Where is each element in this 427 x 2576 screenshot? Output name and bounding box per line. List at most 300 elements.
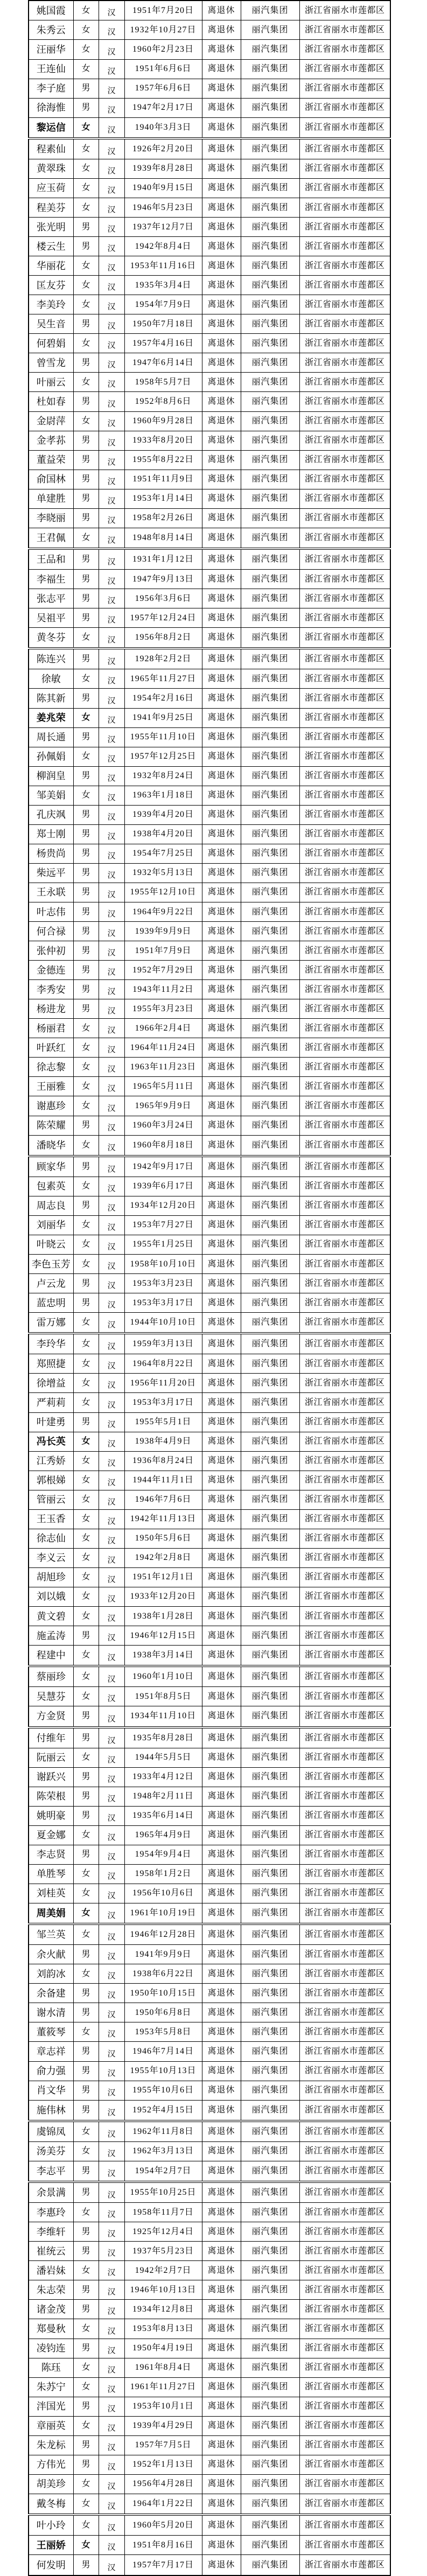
cell-birth-date: 1957年4月16日 xyxy=(124,334,202,353)
table-row xyxy=(29,159,390,178)
cell-ethnicity: 汉 xyxy=(99,2161,124,2182)
table-row xyxy=(29,2377,390,2397)
cell-name: 刘韵冰 xyxy=(29,1964,73,1984)
cell-status: 离退休 xyxy=(202,1984,241,2003)
cell-company: 丽汽集团 xyxy=(241,2141,299,2161)
cell-gender: 女 xyxy=(73,1096,99,1116)
cell-status: 离退休 xyxy=(202,1196,241,1215)
table-row xyxy=(29,314,390,334)
cell-birth-date: 1946年10月13日 xyxy=(124,2280,202,2300)
table-row xyxy=(29,353,390,373)
cell-name: 杨贵尚 xyxy=(29,844,73,863)
cell-company: 丽汽集团 xyxy=(241,198,299,217)
cell-birth-date: 1963年1月18日 xyxy=(124,786,202,805)
cell-birth-date: 1962年11月8日 xyxy=(124,2121,202,2142)
cell-region: 浙江省丽水市莲都区 xyxy=(299,1471,390,1490)
cell-region: 浙江省丽水市莲都区 xyxy=(299,431,390,450)
cell-region: 浙江省丽水市莲都区 xyxy=(299,1606,390,1626)
cell-birth-date: 1937年12月7日 xyxy=(124,218,202,237)
cell-status: 离退休 xyxy=(202,922,241,941)
cell-name: 李秀安 xyxy=(29,980,73,999)
table-row xyxy=(29,689,390,708)
cell-company: 丽汽集团 xyxy=(241,727,299,747)
cell-birth-date: 1944年10月10日 xyxy=(124,1313,202,1334)
cell-birth-date: 1959年3月13日 xyxy=(124,1333,202,1354)
table-row xyxy=(29,2339,390,2358)
cell-birth-date: 1950年7月18日 xyxy=(124,314,202,334)
cell-gender: 男 xyxy=(73,450,99,470)
cell-company: 丽汽集团 xyxy=(241,2435,299,2455)
cell-name: 金德连 xyxy=(29,961,73,980)
cell-gender: 男 xyxy=(73,863,99,883)
cell-birth-date: 1957年7月17日 xyxy=(124,2555,202,2575)
cell-birth-date: 1946年12月28日 xyxy=(124,1924,202,1945)
cell-gender: 男 xyxy=(73,2161,99,2182)
cell-company: 丽汽集团 xyxy=(241,470,299,489)
cell-gender: 女 xyxy=(73,1903,99,1924)
cell-birth-date: 1946年7月14日 xyxy=(124,2042,202,2061)
cell-status: 离退休 xyxy=(202,1806,241,1825)
cell-birth-date: 1955年3月23日 xyxy=(124,999,202,1019)
cell-name: 叶跃红 xyxy=(29,1038,73,1058)
cell-gender: 男 xyxy=(73,1156,99,1177)
cell-birth-date: 1956年11月20日 xyxy=(124,1374,202,1393)
cell-name: 单胜琴 xyxy=(29,1864,73,1884)
table-row xyxy=(29,98,390,117)
cell-status: 离退休 xyxy=(202,1374,241,1393)
cell-region: 浙江省丽水市莲都区 xyxy=(299,1451,390,1471)
cell-gender: 女 xyxy=(73,628,99,649)
table-row xyxy=(29,2515,390,2536)
cell-region: 浙江省丽水市莲都区 xyxy=(299,1038,390,1058)
cell-ethnicity: 汉 xyxy=(99,98,124,117)
cell-name: 雷万娜 xyxy=(29,1313,73,1334)
cell-ethnicity: 汉 xyxy=(99,1548,124,1567)
table-row xyxy=(29,1274,390,1293)
cell-company: 丽汽集团 xyxy=(241,1374,299,1393)
cell-region: 浙江省丽水市莲都区 xyxy=(299,1825,390,1845)
table-row xyxy=(29,2397,390,2416)
cell-status: 离退休 xyxy=(202,1924,241,1945)
cell-region: 浙江省丽水市莲都区 xyxy=(299,2358,390,2377)
cell-ethnicity: 汉 xyxy=(99,256,124,276)
cell-ethnicity: 汉 xyxy=(99,1903,124,1924)
cell-birth-date: 1933年8月20日 xyxy=(124,431,202,450)
cell-company: 丽汽集团 xyxy=(241,1606,299,1626)
table-row xyxy=(29,2161,390,2182)
cell-gender: 女 xyxy=(73,1,99,20)
table-row xyxy=(29,1787,390,1806)
cell-company: 丽汽集团 xyxy=(241,1984,299,2003)
cell-ethnicity: 汉 xyxy=(99,2555,124,2575)
cell-ethnicity: 汉 xyxy=(99,1884,124,1903)
cell-birth-date: 1939年4月20日 xyxy=(124,805,202,824)
cell-region: 浙江省丽水市莲都区 xyxy=(299,470,390,489)
cell-name: 李玲华 xyxy=(29,1333,73,1354)
cell-region: 浙江省丽水市莲都区 xyxy=(299,79,390,98)
cell-birth-date: 1956年4月28日 xyxy=(124,2474,202,2494)
table-row xyxy=(29,528,390,549)
cell-region: 浙江省丽水市莲都区 xyxy=(299,786,390,805)
cell-region: 浙江省丽水市莲都区 xyxy=(299,1333,390,1354)
cell-company: 丽汽集团 xyxy=(241,489,299,508)
cell-status: 离退休 xyxy=(202,2161,241,2182)
cell-birth-date: 1953年11月16日 xyxy=(124,256,202,276)
cell-birth-date: 1942年2月8日 xyxy=(124,1548,202,1567)
table-row xyxy=(29,1393,390,1412)
table-row xyxy=(29,1548,390,1567)
cell-ethnicity: 汉 xyxy=(99,941,124,961)
cell-birth-date: 1956年8月2日 xyxy=(124,628,202,649)
cell-region: 浙江省丽水市莲都区 xyxy=(299,2300,390,2319)
cell-region: 浙江省丽水市莲都区 xyxy=(299,1412,390,1432)
cell-company: 丽汽集团 xyxy=(241,628,299,649)
table-row xyxy=(29,1038,390,1058)
cell-gender: 男 xyxy=(73,2100,99,2121)
cell-gender: 女 xyxy=(73,1646,99,1667)
cell-region: 浙江省丽水市莲都区 xyxy=(299,2100,390,2121)
cell-company: 丽汽集团 xyxy=(241,2203,299,2222)
cell-company: 丽汽集团 xyxy=(241,98,299,117)
cell-company: 丽汽集团 xyxy=(241,883,299,902)
cell-status: 离退休 xyxy=(202,334,241,353)
cell-ethnicity: 汉 xyxy=(99,1964,124,1984)
cell-name: 吴慧芬 xyxy=(29,1687,73,1706)
cell-region: 浙江省丽水市莲都区 xyxy=(299,1864,390,1884)
cell-region: 浙江省丽水市莲都区 xyxy=(299,2003,390,2022)
cell-region: 浙江省丽水市莲都区 xyxy=(299,218,390,237)
cell-birth-date: 1965年9月9日 xyxy=(124,1096,202,1116)
cell-region: 浙江省丽水市莲都区 xyxy=(299,1156,390,1177)
cell-company: 丽汽集团 xyxy=(241,373,299,392)
cell-company: 丽汽集团 xyxy=(241,863,299,883)
cell-status: 离退休 xyxy=(202,59,241,79)
cell-status: 离退休 xyxy=(202,508,241,528)
cell-gender: 女 xyxy=(73,40,99,59)
cell-birth-date: 1955年1月25日 xyxy=(124,1235,202,1254)
table-row xyxy=(29,1529,390,1548)
cell-company: 丽汽集团 xyxy=(241,1687,299,1706)
cell-ethnicity: 汉 xyxy=(99,1864,124,1884)
cell-ethnicity: 汉 xyxy=(99,999,124,1019)
cell-company: 丽汽集团 xyxy=(241,689,299,708)
table-row xyxy=(29,1235,390,1254)
cell-gender: 男 xyxy=(73,883,99,902)
cell-company: 丽汽集团 xyxy=(241,334,299,353)
cell-gender: 女 xyxy=(73,2022,99,2042)
cell-status: 离退休 xyxy=(202,1471,241,1490)
cell-name: 朱龙标 xyxy=(29,2435,73,2455)
cell-region: 浙江省丽水市莲都区 xyxy=(299,1767,390,1787)
cell-gender: 女 xyxy=(73,1058,99,1077)
cell-gender: 女 xyxy=(73,1451,99,1471)
cell-company: 丽汽集团 xyxy=(241,1432,299,1451)
cell-name: 孔庆飒 xyxy=(29,805,73,824)
cell-company: 丽汽集团 xyxy=(241,40,299,59)
cell-birth-date: 1944年5月5日 xyxy=(124,1748,202,1767)
cell-ethnicity: 汉 xyxy=(99,2339,124,2358)
cell-company: 丽汽集团 xyxy=(241,1864,299,1884)
cell-status: 离退休 xyxy=(202,2358,241,2377)
cell-region: 浙江省丽水市莲都区 xyxy=(299,1806,390,1825)
cell-name: 叶小玲 xyxy=(29,2515,73,2536)
cell-status: 离退休 xyxy=(202,117,241,138)
cell-gender: 女 xyxy=(73,786,99,805)
cell-ethnicity: 汉 xyxy=(99,528,124,549)
cell-name: 黄翠珠 xyxy=(29,159,73,178)
cell-ethnicity: 汉 xyxy=(99,470,124,489)
cell-birth-date: 1964年9月22日 xyxy=(124,902,202,921)
cell-name: 李维轩 xyxy=(29,2222,73,2242)
table-row xyxy=(29,1587,390,1606)
cell-region: 浙江省丽水市莲都区 xyxy=(299,1354,390,1374)
cell-company: 丽汽集团 xyxy=(241,980,299,999)
cell-region: 浙江省丽水市莲都区 xyxy=(299,450,390,470)
cell-company: 丽汽集团 xyxy=(241,1587,299,1606)
cell-status: 离退休 xyxy=(202,431,241,450)
cell-name: 张志平 xyxy=(29,589,73,608)
cell-birth-date: 1947年9月13日 xyxy=(124,570,202,589)
cell-ethnicity: 汉 xyxy=(99,844,124,863)
cell-company: 丽汽集团 xyxy=(241,2003,299,2022)
cell-company: 丽汽集团 xyxy=(241,2300,299,2319)
cell-status: 离退休 xyxy=(202,2536,241,2555)
cell-ethnicity: 汉 xyxy=(99,1116,124,1135)
cell-name: 王丽雅 xyxy=(29,1077,73,1096)
cell-name: 凌钧连 xyxy=(29,2339,73,2358)
cell-name: 施孟涛 xyxy=(29,1626,73,1646)
cell-name: 杨进龙 xyxy=(29,999,73,1019)
cell-ethnicity: 汉 xyxy=(99,2182,124,2203)
cell-status: 离退休 xyxy=(202,1058,241,1077)
cell-status: 离退休 xyxy=(202,999,241,1019)
cell-status: 离退休 xyxy=(202,747,241,766)
cell-ethnicity: 汉 xyxy=(99,218,124,237)
table-row xyxy=(29,178,390,198)
cell-ethnicity: 汉 xyxy=(99,1945,124,1964)
cell-gender: 男 xyxy=(73,608,99,628)
cell-birth-date: 1963年11月23日 xyxy=(124,1058,202,1077)
table-row xyxy=(29,1254,390,1273)
cell-birth-date: 1938年6月22日 xyxy=(124,1964,202,1984)
cell-status: 离退休 xyxy=(202,373,241,392)
cell-ethnicity: 汉 xyxy=(99,2081,124,2100)
cell-ethnicity: 汉 xyxy=(99,1156,124,1177)
cell-name: 叶丽云 xyxy=(29,373,73,392)
cell-company: 丽汽集团 xyxy=(241,2222,299,2242)
cell-status: 离退休 xyxy=(202,1215,241,1235)
cell-company: 丽汽集团 xyxy=(241,2455,299,2474)
cell-company: 丽汽集团 xyxy=(241,941,299,961)
cell-name: 匡友芬 xyxy=(29,276,73,295)
cell-name: 朱志荣 xyxy=(29,2280,73,2300)
cell-region: 浙江省丽水市莲都区 xyxy=(299,1748,390,1767)
cell-ethnicity: 汉 xyxy=(99,373,124,392)
cell-gender: 男 xyxy=(73,2061,99,2081)
cell-status: 离退休 xyxy=(202,2494,241,2515)
cell-company: 丽汽集团 xyxy=(241,608,299,628)
cell-birth-date: 1950年4月19日 xyxy=(124,2339,202,2358)
cell-region: 浙江省丽水市莲都区 xyxy=(299,1490,390,1509)
cell-name: 张光明 xyxy=(29,218,73,237)
cell-gender: 女 xyxy=(73,20,99,40)
cell-status: 离退休 xyxy=(202,314,241,334)
table-row xyxy=(29,1984,390,2003)
cell-ethnicity: 汉 xyxy=(99,198,124,217)
cell-ethnicity: 汉 xyxy=(99,334,124,353)
table-row xyxy=(29,392,390,411)
cell-company: 丽汽集团 xyxy=(241,159,299,178)
cell-region: 浙江省丽水市莲都区 xyxy=(299,1509,390,1529)
cell-ethnicity: 汉 xyxy=(99,1509,124,1529)
cell-company: 丽汽集团 xyxy=(241,805,299,824)
cell-ethnicity: 汉 xyxy=(99,1806,124,1825)
cell-ethnicity: 汉 xyxy=(99,1471,124,1490)
cell-gender: 女 xyxy=(73,1587,99,1606)
cell-company: 丽汽集团 xyxy=(241,2494,299,2515)
table-row xyxy=(29,470,390,489)
cell-gender: 女 xyxy=(73,2494,99,2515)
cell-gender: 男 xyxy=(73,2555,99,2575)
cell-name: 俞国林 xyxy=(29,470,73,489)
cell-region: 浙江省丽水市莲都区 xyxy=(299,2339,390,2358)
cell-gender: 女 xyxy=(73,373,99,392)
cell-ethnicity: 汉 xyxy=(99,2121,124,2142)
cell-region: 浙江省丽水市莲都区 xyxy=(299,138,390,159)
cell-birth-date: 1947年2月17日 xyxy=(124,98,202,117)
cell-status: 离退休 xyxy=(202,98,241,117)
cell-ethnicity: 汉 xyxy=(99,902,124,921)
cell-gender: 女 xyxy=(73,1548,99,1567)
cell-region: 浙江省丽水市莲都区 xyxy=(299,1019,390,1038)
table-row xyxy=(29,2141,390,2161)
cell-company: 丽汽集团 xyxy=(241,1096,299,1116)
cell-region: 浙江省丽水市莲都区 xyxy=(299,1787,390,1806)
cell-status: 离退休 xyxy=(202,1548,241,1567)
cell-birth-date: 1925年12月4日 xyxy=(124,2222,202,2242)
cell-status: 离退休 xyxy=(202,1964,241,1984)
cell-name: 金孝荪 xyxy=(29,431,73,450)
cell-gender: 女 xyxy=(73,1177,99,1196)
cell-region: 浙江省丽水市莲都区 xyxy=(299,508,390,528)
cell-company: 丽汽集团 xyxy=(241,589,299,608)
cell-ethnicity: 汉 xyxy=(99,1767,124,1787)
cell-ethnicity: 汉 xyxy=(99,1374,124,1393)
cell-gender: 男 xyxy=(73,1806,99,1825)
cell-name: 王品和 xyxy=(29,549,73,570)
cell-gender: 男 xyxy=(73,2435,99,2455)
cell-company: 丽汽集团 xyxy=(241,1019,299,1038)
cell-birth-date: 1951年11月9日 xyxy=(124,470,202,489)
cell-birth-date: 1942年2月7日 xyxy=(124,2261,202,2280)
cell-birth-date: 1943年11月2日 xyxy=(124,980,202,999)
cell-name: 章志祥 xyxy=(29,2042,73,2061)
cell-gender: 女 xyxy=(73,1606,99,1626)
cell-birth-date: 1951年12月1日 xyxy=(124,1567,202,1587)
cell-name: 潘晓华 xyxy=(29,1135,73,1156)
cell-gender: 男 xyxy=(73,1845,99,1864)
cell-gender: 女 xyxy=(73,117,99,138)
cell-gender: 男 xyxy=(73,431,99,450)
cell-name: 付维年 xyxy=(29,1727,73,1748)
cell-status: 离退休 xyxy=(202,1945,241,1964)
cell-ethnicity: 汉 xyxy=(99,1529,124,1548)
cell-region: 浙江省丽水市莲都区 xyxy=(299,1293,390,1313)
table-row xyxy=(29,256,390,276)
cell-gender: 男 xyxy=(73,2455,99,2474)
cell-gender: 女 xyxy=(73,1354,99,1374)
roster-table xyxy=(28,0,391,2576)
cell-gender: 男 xyxy=(73,570,99,589)
table-row xyxy=(29,1490,390,1509)
cell-name: 李子庭 xyxy=(29,79,73,98)
cell-name: 曾雪龙 xyxy=(29,353,73,373)
table-row xyxy=(29,1864,390,1884)
cell-ethnicity: 汉 xyxy=(99,2022,124,2042)
cell-region: 浙江省丽水市莲都区 xyxy=(299,1058,390,1077)
cell-birth-date: 1952年8月6日 xyxy=(124,392,202,411)
cell-name: 李志贤 xyxy=(29,1845,73,1864)
cell-company: 丽汽集团 xyxy=(241,528,299,549)
cell-gender: 女 xyxy=(73,2515,99,2536)
table-row xyxy=(29,2280,390,2300)
cell-region: 浙江省丽水市莲都区 xyxy=(299,2515,390,2536)
table-row xyxy=(29,198,390,217)
cell-ethnicity: 汉 xyxy=(99,1924,124,1945)
table-row xyxy=(29,334,390,353)
cell-name: 余火献 xyxy=(29,1945,73,1964)
cell-name: 顾家华 xyxy=(29,1156,73,1177)
cell-status: 离退休 xyxy=(202,941,241,961)
cell-birth-date: 1955年10月25日 xyxy=(124,2182,202,2203)
cell-status: 离退休 xyxy=(202,489,241,508)
cell-gender: 女 xyxy=(73,1687,99,1706)
cell-name: 李志平 xyxy=(29,2161,73,2182)
table-row xyxy=(29,1884,390,1903)
cell-ethnicity: 汉 xyxy=(99,2280,124,2300)
table-row xyxy=(29,902,390,921)
cell-gender: 男 xyxy=(73,489,99,508)
table-row xyxy=(29,844,390,863)
cell-status: 离退休 xyxy=(202,1235,241,1254)
table-row xyxy=(29,549,390,570)
cell-status: 离退休 xyxy=(202,883,241,902)
cell-status: 离退休 xyxy=(202,1606,241,1626)
cell-name: 周长通 xyxy=(29,727,73,747)
cell-status: 离退休 xyxy=(202,1509,241,1529)
cell-status: 离退休 xyxy=(202,1432,241,1451)
cell-birth-date: 1952年7月29日 xyxy=(124,961,202,980)
table-row xyxy=(29,628,390,649)
cell-region: 浙江省丽水市莲都区 xyxy=(299,1432,390,1451)
cell-name: 严莉莉 xyxy=(29,1393,73,1412)
cell-status: 离退休 xyxy=(202,2222,241,2242)
cell-status: 离退休 xyxy=(202,1706,241,1727)
cell-name: 金尉萍 xyxy=(29,411,73,431)
cell-name: 杨丽君 xyxy=(29,1019,73,1038)
cell-company: 丽汽集团 xyxy=(241,2081,299,2100)
cell-ethnicity: 汉 xyxy=(99,508,124,528)
cell-company: 丽汽集团 xyxy=(241,2555,299,2575)
cell-status: 离退休 xyxy=(202,2242,241,2261)
cell-birth-date: 1935年6月14日 xyxy=(124,1806,202,1825)
cell-company: 丽汽集团 xyxy=(241,1274,299,1293)
cell-region: 浙江省丽水市莲都区 xyxy=(299,20,390,40)
cell-ethnicity: 汉 xyxy=(99,1,124,20)
cell-status: 离退休 xyxy=(202,2100,241,2121)
cell-ethnicity: 汉 xyxy=(99,1254,124,1273)
cell-ethnicity: 汉 xyxy=(99,628,124,649)
